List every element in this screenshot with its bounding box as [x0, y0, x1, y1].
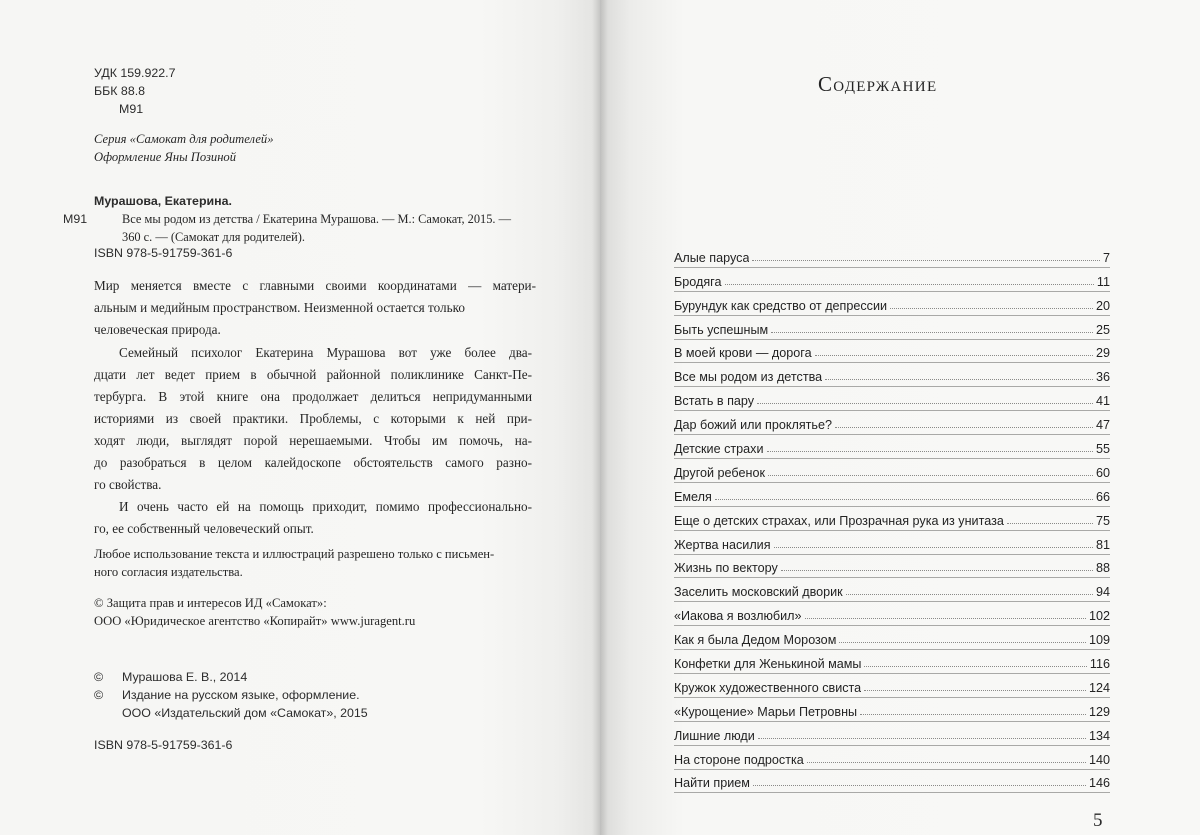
- toc-dot-leader: [767, 450, 1093, 452]
- usage-notice-line-1: Любое использование текста и иллюстраций разрешено только с письмен-: [94, 547, 495, 561]
- toc-dot-leader: [774, 546, 1093, 548]
- toc-dot-leader: [715, 498, 1093, 500]
- annotation-line: тербурга. В этой книге она продолжает делиться непридуманными: [94, 389, 532, 404]
- toc-entry-page: 129: [1088, 704, 1110, 719]
- toc-entry-page: 66: [1095, 489, 1110, 504]
- annotation-line: го свойства.: [94, 477, 162, 492]
- annotation-line: го, ее собственный человеческий опыт.: [94, 521, 314, 536]
- table-of-contents: [674, 244, 1110, 793]
- toc-dot-leader: [846, 593, 1093, 595]
- toc-entry-page: 140: [1088, 752, 1110, 767]
- toc-entry-page: 124: [1088, 680, 1110, 695]
- isbn-bottom: ISBN 978-5-91759-361-6: [94, 738, 233, 752]
- toc-entry: [674, 698, 1110, 722]
- toc-entry-page: 134: [1088, 728, 1110, 743]
- toc-entry: [674, 435, 1110, 459]
- toc-entry: [674, 459, 1110, 483]
- toc-dot-leader: [768, 474, 1093, 476]
- toc-entry: [674, 555, 1110, 579]
- toc-entry-page: 25: [1095, 322, 1110, 337]
- toc-dot-leader: [781, 569, 1093, 571]
- toc-entry: [674, 578, 1110, 602]
- toc-entry-title: Как я была Дедом Морозом: [674, 633, 837, 648]
- rights-protection-line-2: ООО «Юридическое агентство «Копирайт» www.juragent.ru: [94, 614, 416, 628]
- toc-entry: [674, 770, 1110, 794]
- author-mark: M91: [119, 102, 144, 116]
- toc-entry-title: Встать в пару: [674, 394, 755, 409]
- toc-entry-title: «Иакова я возлюбил»: [674, 609, 802, 624]
- copyright-symbol: ©: [94, 670, 104, 684]
- toc-entry-title: Другой ребенок: [674, 465, 765, 480]
- toc-dot-leader: [815, 354, 1093, 356]
- annotation-line: человеческая природа.: [94, 322, 221, 337]
- toc-entry-page: 102: [1088, 609, 1110, 624]
- bbk-code: ББК 88.8: [94, 84, 146, 98]
- udk-code: УДК 159.922.7: [94, 66, 176, 80]
- toc-entry: [674, 268, 1110, 292]
- toc-entry-title: Быть успешным: [674, 322, 769, 337]
- toc-entry-title: Конфетки для Женькиной мамы: [674, 657, 862, 672]
- annotation-line: дцати лет ведет прием в обычной районной поликлинике Санкт-Пе-: [94, 367, 532, 382]
- bibliographic-line-1: Все мы родом из детства / Екатерина Мурашова. — М.: Самокат, 2015. —: [122, 212, 512, 226]
- toc-entry-title: Еще о детских страхах, или Прозрачная рука из унитаза: [674, 513, 1004, 528]
- toc-entry: [674, 340, 1110, 364]
- toc-entry-title: На стороне подростка: [674, 752, 804, 767]
- toc-entry: [674, 650, 1110, 674]
- rights-protection-line-1: © Защита прав и интересов ИД «Самокат»:: [94, 596, 327, 610]
- copyright-edition: Издание на русском языке, оформление.: [122, 688, 360, 702]
- toc-entry-title: Все мы родом из детства: [674, 370, 823, 385]
- toc-entry-page: 75: [1095, 513, 1110, 528]
- annotation-line: Мир меняется вместе с главными своими координатами — матери-: [94, 278, 536, 293]
- toc-dot-leader: [864, 665, 1086, 667]
- toc-entry-title: В моей крови — дорога: [674, 346, 812, 361]
- page-title: Содержание: [818, 72, 938, 96]
- toc-entry-title: Емеля: [674, 489, 712, 504]
- toc-entry-page: 11: [1096, 274, 1110, 289]
- toc-entry-page: 41: [1095, 394, 1110, 409]
- annotation-line: историями из своей практики. Проблемы, с которыми к ней при-: [94, 411, 532, 426]
- toc-entry-page: 146: [1088, 776, 1110, 791]
- usage-notice-line-2: ного согласия издательства.: [94, 565, 243, 579]
- toc-entry-title: Лишние люди: [674, 728, 755, 743]
- toc-entry-page: 81: [1095, 537, 1110, 552]
- toc-entry-page: 94: [1095, 585, 1110, 600]
- toc-entry-title: Бурундук как средство от депрессии: [674, 298, 888, 313]
- toc-dot-leader: [725, 283, 1094, 285]
- toc-entry-title: Бродяга: [674, 274, 722, 289]
- toc-entry-title: Детские страхи: [674, 442, 764, 457]
- toc-entry-page: 47: [1095, 418, 1110, 433]
- toc-entry-title: Алые паруса: [674, 250, 750, 265]
- toc-dot-leader: [805, 617, 1086, 619]
- toc-dot-leader: [758, 737, 1086, 739]
- toc-entry-title: Жизнь по вектору: [674, 561, 778, 576]
- toc-entry-page: 116: [1089, 657, 1110, 672]
- copyright-symbol: ©: [94, 688, 104, 702]
- toc-dot-leader: [825, 378, 1093, 380]
- annotation-line: И очень часто ей на помощь приходит, помимо профессионально-: [119, 499, 532, 514]
- annotation-line: альным и медийным пространством. Неизменной остается только: [94, 300, 465, 315]
- toc-entry: [674, 507, 1110, 531]
- annotation-line: Семейный психолог Екатерина Мурашова вот уже более два-: [119, 345, 532, 360]
- toc-entry-page: 60: [1095, 465, 1110, 480]
- toc-entry: [674, 244, 1110, 268]
- toc-entry-title: Кружок художественного свиста: [674, 680, 862, 695]
- toc-entry: [674, 531, 1110, 555]
- copyright-author: Мурашова Е. В., 2014: [122, 670, 248, 684]
- toc-entry-title: Жертва насилия: [674, 537, 771, 552]
- toc-entry: [674, 387, 1110, 411]
- toc-entry-title: «Курощение» Марьи Петровны: [674, 704, 858, 719]
- toc-entry-page: 36: [1095, 370, 1110, 385]
- toc-entry: [674, 483, 1110, 507]
- design-credit: Оформление Яны Позиной: [94, 150, 237, 164]
- toc-entry: [674, 746, 1110, 770]
- annotation-line: ходят люди, выглядят порой нерешаемыми. Чтобы им помочь, на-: [94, 433, 532, 448]
- toc-dot-leader: [752, 259, 1100, 261]
- toc-entry: [674, 602, 1110, 626]
- toc-entry: [674, 674, 1110, 698]
- toc-entry-page: 55: [1095, 442, 1110, 457]
- toc-dot-leader: [807, 761, 1086, 763]
- bibliographic-author: Мурашова, Екатерина.: [94, 194, 232, 208]
- toc-entry: [674, 411, 1110, 435]
- toc-entry-page: 29: [1095, 346, 1110, 361]
- toc-entry-page: 88: [1095, 561, 1110, 576]
- toc-entry: [674, 722, 1110, 746]
- toc-entry-page: 109: [1088, 633, 1110, 648]
- toc-entry: [674, 316, 1110, 340]
- annotation-line: до разобраться в целом калейдоскопе обстоятельств самого разно-: [94, 455, 532, 470]
- toc-dot-leader: [860, 713, 1086, 715]
- toc-entry-title: Заселить московский дворик: [674, 585, 843, 600]
- series-line: Серия «Самокат для родителей»: [94, 132, 274, 146]
- toc-entry: [674, 626, 1110, 650]
- toc-dot-leader: [1007, 522, 1093, 524]
- toc-dot-leader: [890, 307, 1093, 309]
- bibliographic-line-2: 360 с. — (Самокат для родителей).: [122, 230, 306, 244]
- toc-dot-leader: [757, 402, 1093, 404]
- copyright-publisher: ООО «Издательский дом «Самокат», 2015: [122, 706, 368, 720]
- toc-dot-leader: [771, 331, 1093, 333]
- toc-entry: [674, 363, 1110, 387]
- toc-entry-title: Дар божий или проклятье?: [674, 418, 833, 433]
- page-number: 5: [1093, 810, 1103, 831]
- side-author-mark: M91: [63, 212, 88, 226]
- toc-entry-page: 20: [1095, 298, 1110, 313]
- toc-dot-leader: [864, 689, 1086, 691]
- toc-dot-leader: [835, 426, 1093, 428]
- toc-dot-leader: [839, 641, 1086, 643]
- book-gutter: [592, 0, 608, 835]
- toc-dot-leader: [753, 784, 1086, 786]
- toc-entry-title: Найти прием: [674, 776, 750, 791]
- toc-entry-page: 7: [1102, 250, 1110, 265]
- toc-entry: [674, 292, 1110, 316]
- bibliographic-isbn: ISBN 978-5-91759-361-6: [94, 246, 233, 260]
